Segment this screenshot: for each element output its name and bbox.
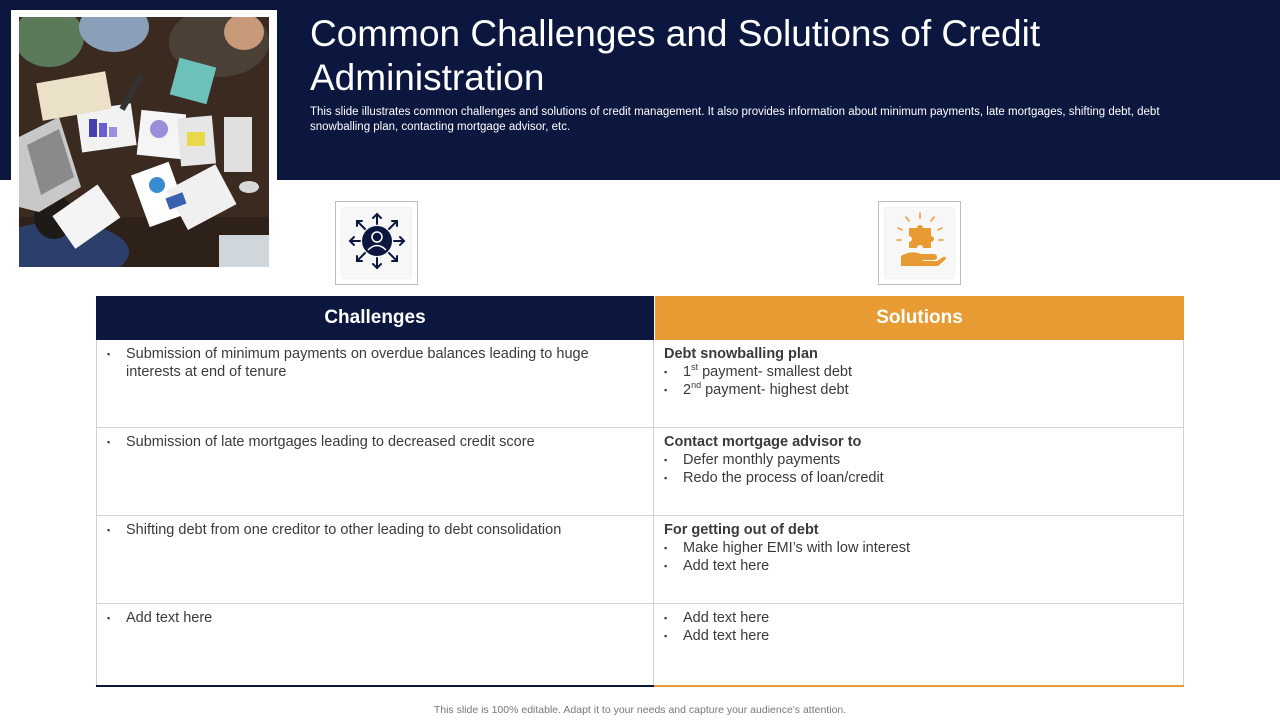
solution-cell [654,340,1184,427]
bullet-icon: ▪ [664,561,668,571]
solution-heading: Debt snowballing plan [664,346,818,362]
puzzle-hand-icon [889,210,951,277]
challenge-cell [96,604,654,686]
table-row [96,340,1184,428]
bullet-icon: ▪ [664,473,668,483]
bullet-icon: ▪ [664,367,668,377]
solutions-header: Solutions [654,296,1184,340]
challenge-cell [96,428,654,515]
bullet-icon: ▪ [107,613,111,623]
person-arrows-icon [346,210,408,277]
person-arrows-icon-card [335,201,418,285]
bullet-icon: ▪ [664,455,668,465]
team-meeting-photo [19,17,269,267]
challenge-text: Shifting debt from one creditor to other leading to debt consolidation [126,522,562,538]
footer-note: This slide is 100% editable. Adapt it to your needs and capture your audience's attention. [433,704,847,716]
challenge-text: Submission of late mortgages leading to decreased credit score [126,434,535,450]
table-bottom-rule-navy [96,685,654,687]
solution-item: Add text here [683,628,770,644]
bullet-icon: ▪ [664,543,668,553]
bullet-icon: ▪ [107,349,111,359]
solution-item: 2nd payment- highest debt [683,380,849,398]
solution-heading: Contact mortgage advisor to [664,434,862,450]
solution-item: Defer monthly payments [683,452,841,468]
puzzle-hand-icon-card [878,201,961,285]
table-row [96,604,1184,686]
photo-frame [11,10,277,275]
challenge-cell [96,340,654,427]
slide-subtitle: This slide illustrates common challenges and solutions of credit management. It also provides information about minimum payments, late mortgages, shifting debt, debt snowballing plan, contacting mortgage advisor, etc. [310,106,1160,133]
challenges-solutions-table [96,296,1184,686]
solution-item: Redo the process of loan/credit [683,470,884,486]
solution-cell [654,604,1184,686]
challenge-cell [96,516,654,603]
challenges-header: Challenges [96,296,654,340]
solution-item: Add text here [683,558,770,574]
bullet-icon: ▪ [107,525,111,535]
bullet-icon: ▪ [107,437,111,447]
table-header [96,296,1184,340]
challenge-text: Add text here [126,610,213,626]
table-row [96,428,1184,516]
bullet-icon: ▪ [664,385,668,395]
solution-item: Make higher EMI’s with low interest [683,540,910,556]
solution-heading: For getting out of debt [664,522,819,538]
table-row [96,516,1184,604]
bullet-icon: ▪ [664,631,668,641]
solution-cell [654,428,1184,515]
table-bottom-rule-orange [654,685,1184,687]
bullet-icon: ▪ [664,613,668,623]
solution-cell [654,516,1184,603]
slide-title: Common Challenges and Solutions of Credit Administration [310,13,1041,98]
challenge-text: Submission of minimum payments on overdue balances leading to huge interests at end of tenure [126,346,589,380]
solution-item: 1st payment- smallest debt [683,362,853,380]
solution-item: Add text here [683,610,770,626]
